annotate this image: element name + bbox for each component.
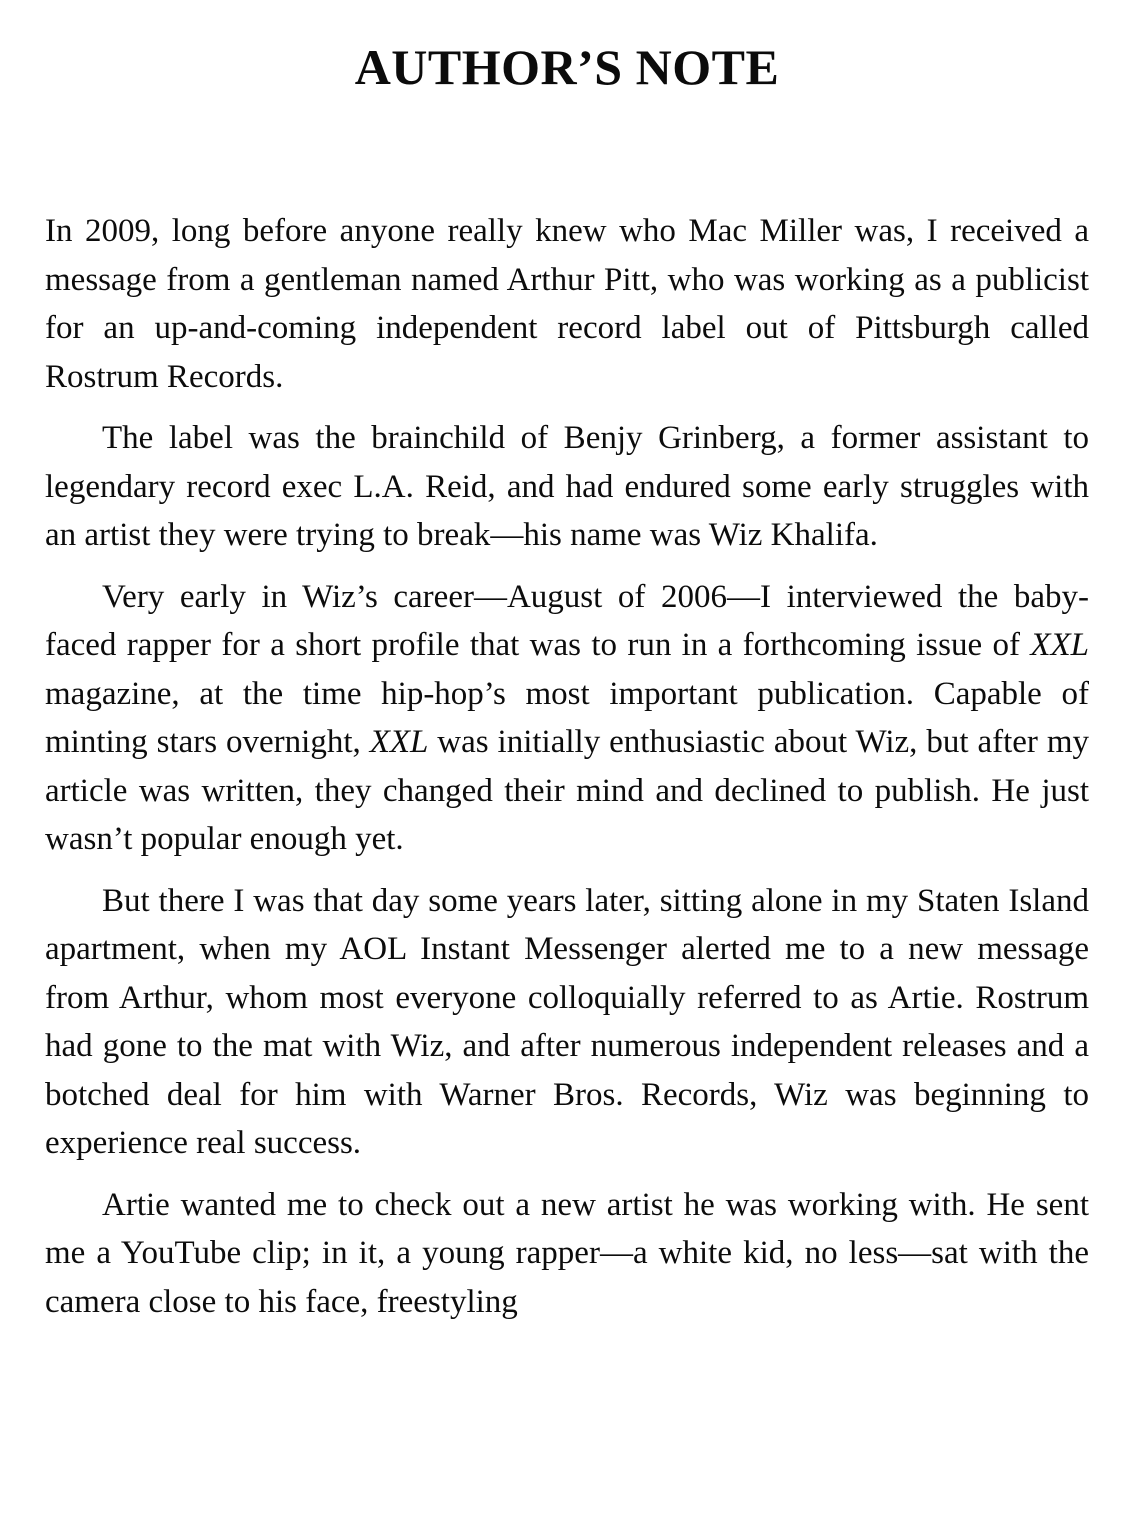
text-run: magazine, at the time hip-hop’s most important publication. Capable of minting stars overnight, bbox=[45, 675, 1089, 760]
italic-text-run: XXL bbox=[369, 724, 429, 760]
page-body bbox=[45, 207, 1089, 1326]
text-run: The label was the brainchild of Benjy Grinberg, a former assistant to legendary record exec L.A. Reid, and had endured some early struggles with an artist they were trying to break—his name was Wiz Khalifa. bbox=[45, 420, 1089, 553]
chapter-title: AUTHOR’S NOTE bbox=[354, 39, 780, 95]
text-run: Artie wanted me to check out a new artist he was working with. He sent me a YouTube clip; in it, a young rapper—a white kid, no less—sat with the camera close to his face, freestyling bbox=[45, 1186, 1089, 1320]
text-run: In 2009, long before anyone really knew who Mac Miller was, I received a message from a gentleman named Arthur Pitt, who was working as a publicist for an up-and-coming independent record label out of Pittsburgh called Rostrum Records. bbox=[45, 213, 1089, 395]
text-run: Very early in Wiz’s career—August of 2006—I interviewed the baby-faced rapper for a short profile that was to run in a forthcoming issue of bbox=[45, 578, 1089, 663]
paragraph bbox=[45, 877, 1089, 1168]
paragraph bbox=[45, 414, 1089, 560]
italic-text-run: XXL bbox=[1030, 627, 1089, 663]
paragraph bbox=[45, 573, 1089, 864]
paragraph bbox=[45, 207, 1089, 401]
paragraph bbox=[45, 1181, 1089, 1327]
text-run: was initially enthusiastic about Wiz, but after my article was written, they changed their mind and declined to publish. He just wasn’t popular enough yet. bbox=[45, 724, 1089, 857]
text-run: But there I was that day some years later, sitting alone in my Staten Island apartment, when my AOL Instant Messenger alerted me to a new message from Arthur, whom most everyone colloquially referred to as Artie. Rostrum had gone to the mat with Wiz, and after numerous independent releases and a botched deal for him with Warner Bros. Records, Wiz was beginning to experience real success. bbox=[45, 882, 1089, 1161]
